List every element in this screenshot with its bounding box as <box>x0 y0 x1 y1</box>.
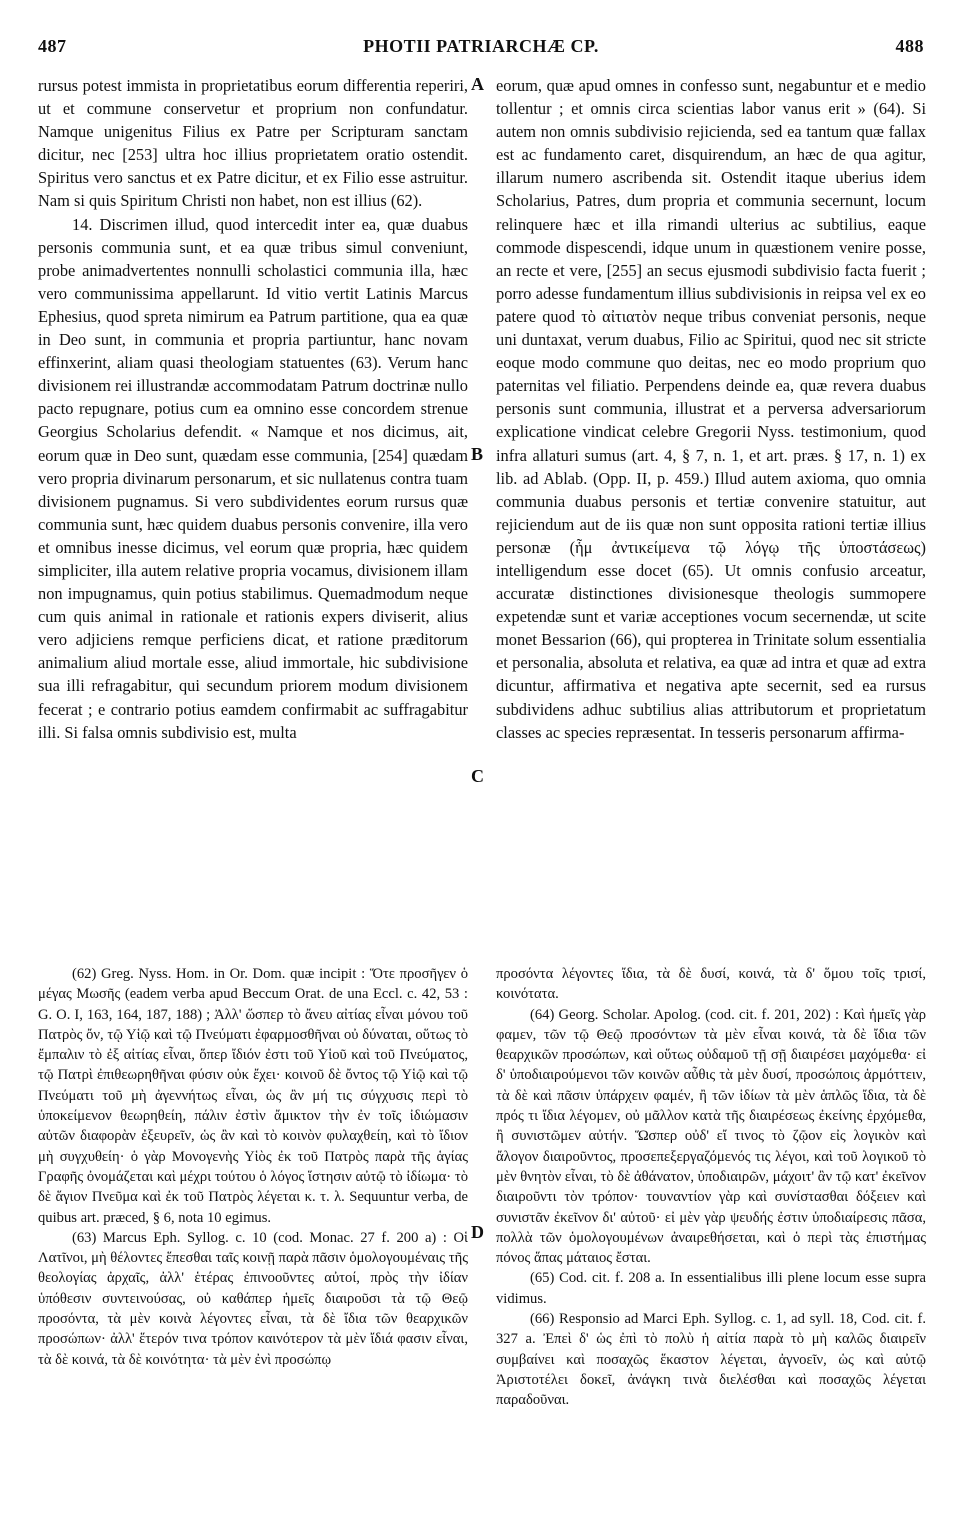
right-column-text <box>496 74 926 744</box>
paragraph: 14. Discrimen illud, quod intercedit inter ea, quæ duabus personis communia sunt, et ea quæ tribus simul conveniunt, probe animadvertentes nonnulli scholastici communia illa, hæc vero communissima appellarunt. Id vitio vertit Latinis Marcus Ephesius, quod spreta nimirum ea Patrum partitione, qua ea quæ in Deo sunt, in communia et propria partiuntur, hanc novam effinxerint, aliam quasi theologiam statuentes (63). Verum hanc divisionem rei illustrandæ accommodatam Patrum doctrinæ nullo pacto repugnare, potius cum ea omnino esse concordem strenue Georgius Scholarius defendit. « Namque et nos dicimus, ait, eorum quæ in Deo sunt, quædam esse communia, [254] quædam vero propria divinarum personarum, et sic nullatenus contra tuam divisionem pugnamus. Si vero subdividentes eorum rursus quæ communia sunt, hæc quidem duabus personis convenire, illa vero et omnibus inesse dicimus, vel eorum quæ propria, hæc quidem simpliciter, illa autem relative propria vocamus, divisionem illam non impugnamus, quin potius stabilimus. Quemadmodum neque cum quis animal in rationale et rationis expers diviserit, alius vero adjiciens remque perficiens dicat, et ratione præditorum animalium aliud mortale esse, aliud immortale, hic subdivisione sua illi refragabitur, qui secundum priorem modum divisionem fecerat ; e contrario potius eamdem confirmabit ac suffragabitur illi. Si falsa omnis subdivisio est, multa <box>38 214 468 742</box>
footnote: (66) Responsio ad Marci Eph. Syllog. c. 1, ad syll. 18, Cod. cit. f. 327 a. Ἐπεὶ δ' ὡς ἐπὶ τὸ πολὺ ἡ αἰτία παρὰ τὸ μὴ καλῶς διαιρεῖν συμβαίνει καὶ ποσαχῶς ἕκαστον λέγεται, ἀγνοεῖν, ὡς καὶ αὐτῷ Ἀριστοτέλει δοκεῖ, ἀνάγκη τινὰ διελέσθαι καὶ ποσαχῶς λέγεται παραδοῦναι. <box>496 1311 926 1409</box>
footnote: (65) Cod. cit. f. 208 a. In essentialibus illi plene locum esse supra vidimus. <box>496 1270 926 1307</box>
margin-marker-d: D <box>471 1222 484 1242</box>
footnote: (64) Georg. Scholar. Apolog. (cod. cit. f. 201, 202) : Καὶ ἡμεῖς γὰρ φαμεν, τῶν τῷ Θεῷ προσόντων τὰ μὲν εἶναι κοινά, τὰ δὲ ἴδια τῶν θεαρχικῶν προσώπων, καὶ οὕτως οὐδαμοῦ τῇ σῇ διαιρέσει μαχόμεθα· εἰ δ' ὑποδιαιρούμενοι τῶν κοινῶν αὖθις τὰ μὲν δυσί, προσώποις ἁρμόττειν, τὰ δὲ καὶ πᾶσιν ὑπάρχειν φαμέν, ἢ τῶν ἰδίων τὰ μὲν ἁπλῶς ἴδια, τὰ δὲ πρός τι ἴδια λέγομεν, οὐ μᾶλλον κατὰ τῆς διαιρέσεως ἐκείνης ἐρχόμεθα, ἢ συνιστῶμεν αὐτήν. Ὥσπερ οὐδ' εἴ τινος τὸ ζῷον εἰς λογικὸν καὶ ἄλογον διαιροῦντος, προσεπεξεργαζόμενός τις λέγοι, καὶ τοῦ λογικοῦ τὸ μὲν θνητὸν εἶναι, τὸ δὲ ἀθάνατον, ὑποδιαιρῶν, μάχοιτ' ἂν τῷ κατ' ἐκεῖνον διαιροῦντι τὸν τρόπον· τουναντίον γὰρ καὶ συνίστασθαι δόξειεν καὶ συνιστᾶν ἐκεῖνον δι' αὐτοῦ· εἰ μὲν γὰρ ψευδής ἐστιν ὑποδιαίρεσις πᾶσα, πολλὰ τῶν ὁμολογουμένων ἀναιρεθήσεται, καὶ ὁ περὶ τὰς ἐπιστήμας πόνος ἅπας μάταιος ἔσται. <box>496 1006 926 1267</box>
paragraph: rursus potest immista in proprietatibus eorum differentia reperiri, ut et commune conservetur et proprium non confundatur. Namque unigenitus Filius ex Patre per Scripturam sanctam dicitur, nec [253] ultra hoc illius proprietatem oratio ostendit. Spiritus vero sanctus et ex Patre dicitur, et ex Filio esse astruitur. Nam si quis Spiritum Christi non habet, non est illius (62). <box>38 76 468 211</box>
footnote: (63) Marcus Eph. Syllog. c. 10 (cod. Monac. 27 f. 200 a) : Οἱ Λατῖνοι, μὴ θέλοντες ἕπεσθαι ταῖς κοινῇ παρὰ πᾶσιν ὁμολογουμέναις τῆς θεολογίας ἀρχαῖς, ἀλλ' ἑτέρας ἐπινοοῦντες αὐτοί, πρὸς τὴν ἰδίαν ὑπόθεσιν συντεινούσας, οὐ καθάπερ ἡμεῖς διαιροῦσι τὰ τῷ Θεῷ προσόντα, τὰ μὲν κοινὰ λέγοντες εἶναι, τὰ δὲ ἴδια τῶν θεαρχικῶν προσώπων· ἀλλ' ἕτερόν τινα τρόπον καινότερον τὰ μὲν ἴδιά φασιν εἶναι, τὰ δὲ κοινά, τὰ δὲ κοινότητα· τὰ μὲν ἐνὶ προσώπῳ <box>38 1229 468 1368</box>
footnote: προσόντα λέγοντες ἴδια, τὰ δὲ δυσί, κοινά, τὰ δ' ὅμου τοῖς τρισί, κοινότατα. <box>496 966 926 1003</box>
paragraph: eorum, quæ apud omnes in confesso sunt, negabuntur et e medio tollentur ; et omnis circa scientias labor vanus erit » (64). Si autem non omnis subdivisio rejicienda, sed ea tantum quæ fallax est ac fundamento caret, disquirendum, an hæc de qua agitur, illarum numero ascribenda sit. Ostendit itaque uberius idem Scholarius, Patres, dum propria et communia secernunt, locum relinquere hæc et illa rimandi ulterius ac subtilius, eaque commode dispescendi, idque unum in quæstionem venire posse, an recte et vere, [255] an secus ejusmodi subdivisio facta fuerit ; porro adesse fundamentum illius subdivisionis in reipsa vel ex eo patere quod τὸ αἰτιατὸν neque tribus conveniat personis, neque uni duntaxat, verum duabus, Filio ac Spiritui, quod nec sit stricte eoque modo commune quo deitas, nec eo modo proprium quo paternitas vel filiatio. Perpendens deinde ea, quæ revera duabus personis sunt communia, illustrat et a perversa adversariorum explicatione vindicat celebre Gregorii Nyss. testimonium, quod infra allaturi sumus (art. 4, § 7, n. 1, et art. præs. § 17, n. 1) ex lib. ad Ablab. (Opp. II, p. 459.) Illud autem axioma, quo omnia communia duabus personis et tertiæ convenire statuitur, aut rejiciendum aut de iis quæ non sunt opposita rationi tertiæ illius personæ (ἧμ ἀντικείμενα τῷ λόγῳ τῆς ὑποστάσεως) intelligendum esse docet (65). Ut omnis confusio arceatur, accuratæ distinctiones divisionesque theologis summopere expetendæ sunt et variæ acceptiones vocum secernendæ, ut scite monet Bessarion (66), qui propterea in Trinitate solum essentialia et personalia, absoluta et relativa, ea quæ ad intra et quæ ad extra dicuntur, affirmativa et negativa apte secernit, sed ea rursus subdividens adhuc subtilius alias attributorum et proprietatum classes ac species repræsentat. In tesseris personarum affirma- <box>496 76 926 742</box>
left-footnotes <box>38 964 468 1370</box>
page-number-right: 488 <box>895 36 924 56</box>
right-footnotes <box>496 964 926 1411</box>
running-title: PHOTII PATRIARCHÆ CP. <box>363 36 599 56</box>
left-column-text <box>38 74 468 744</box>
footnote: (62) Greg. Nyss. Hom. in Or. Dom. quæ incipit : Ὅτε προσῆγεν ὁ μέγας Μωσῆς (eadem verba apud Beccum Orat. de una Eccl. c. 42, 53 : G. O. I, 163, 164, 187, 188) ; Ἀλλ' ὥσπερ τὸ ἄνευ αἰτίας εἶναι μόνου τοῦ Πατρὸς ὄν, τῷ Υἱῷ καὶ τῷ Πνεύματι ἐφαρμοσθῆναι οὐ δύναται, οὕτως τὸ ἔμπαλιν τὸ ἐξ αἰτίας εἶναι, ὅπερ ἴδιόν ἐστι τοῦ Υἱοῦ καὶ τοῦ Πνεύματος, τῷ Πατρὶ ἐπιθεωρηθῆναι φύσιν οὐκ ἔχει· κοινοῦ δὲ ὄντος τῷ Υἱῷ καὶ τῷ Πνεύματι τοῦ μὴ ἀγεννήτως εἶναι, ὡς ἂν μή τις σύγχυσις περὶ τὸ ὑποκείμενον θεωρηθείη, πάλιν ἐστὶν ἄμικτον τὴν ἐν τοῖς ἰδιώμασιν αὐτῶν διαφορὰν ἐξευρεῖν, ὡς ἂν καὶ τὸ κοινὸν φυλαχθείη, καὶ τὸ ἴδιον μὴ συγχυθείη· ὁ γὰρ Μονογενὴς Υἱὸς ἐκ τοῦ Πατρὸς παρὰ τῆς ἁγίας Γραφῆς ὀνομάζεται καὶ μέχρι τούτου ὁ λόγος ἵστησιν αὐτῷ τὸ ἰδίωμα· τὸ δὲ ἅγιον Πνεῦμα καὶ ἐκ τοῦ Πατρὸς λέγεται κ. τ. λ. Sequuntur verba, de quibus art. præced, § 6, nota 10 egimus. <box>38 966 468 1226</box>
page-number-left: 487 <box>38 36 67 56</box>
margin-marker-c: C <box>471 766 484 786</box>
margin-marker-a: A <box>471 74 484 94</box>
margin-marker-b: B <box>471 444 484 464</box>
